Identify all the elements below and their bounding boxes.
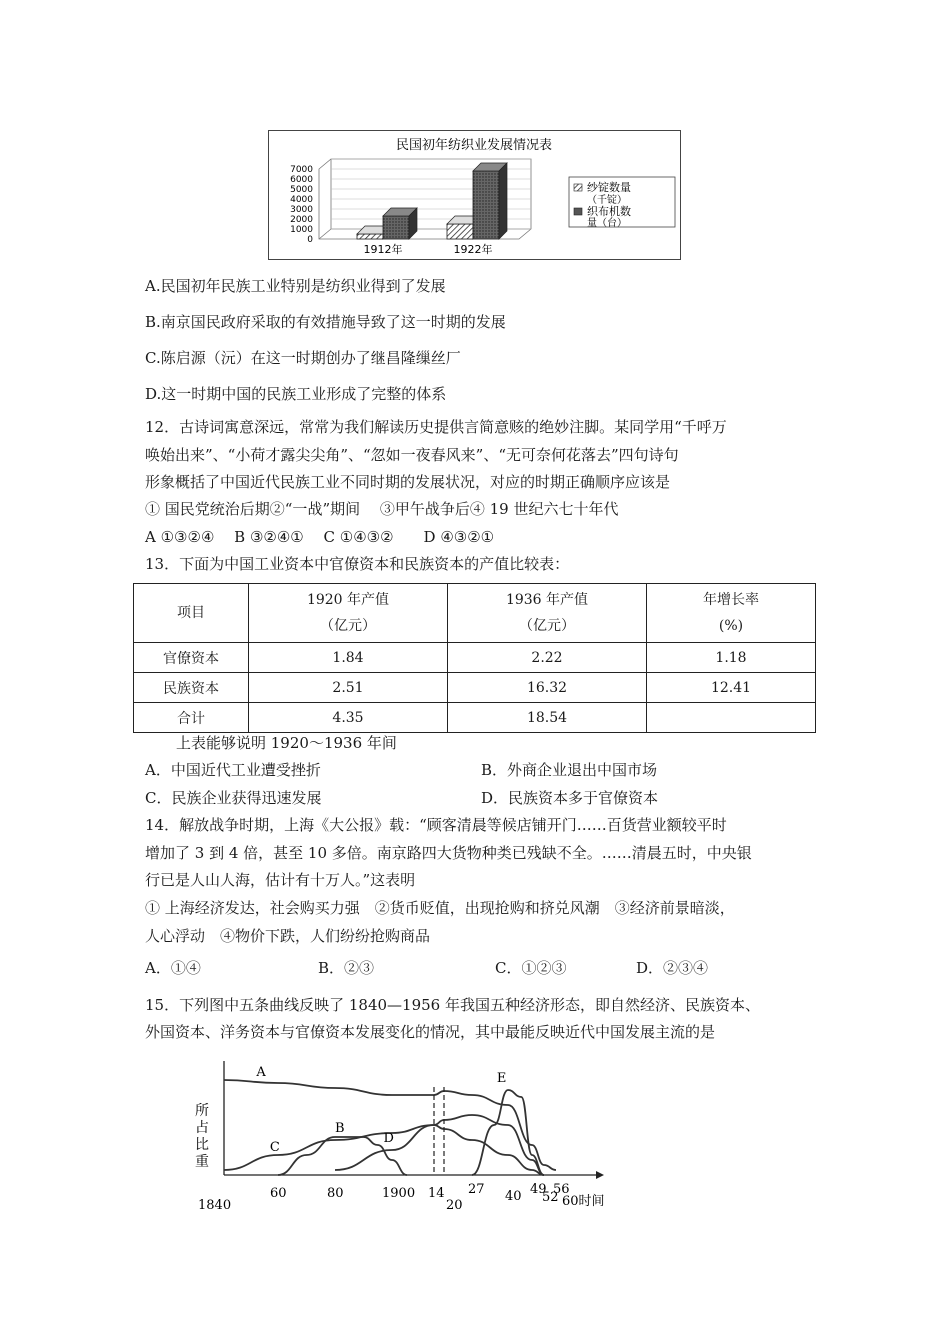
header-item-label: 项目 [177, 605, 205, 621]
q12-options: A ①③②④ B ③②④① C ①④③② D ④③②① [145, 528, 495, 546]
q14-option-c: C．①②③ [495, 959, 567, 977]
chart1-bar-looms-1 [473, 171, 499, 239]
q14-option-a: A．①④ [145, 959, 201, 977]
curve-label-A: A [256, 1065, 266, 1080]
legend-spindles-line2: （千锭） [587, 195, 627, 206]
q11-option-a: A.民国初年民族工业特别是纺织业得到了发展 [145, 277, 446, 295]
curve-E [472, 1090, 544, 1175]
table-cell: 官僚资本 [134, 643, 249, 673]
table-row [134, 673, 816, 703]
x-tick-label: 14 [428, 1186, 445, 1201]
y-axis-label-char: 比 [195, 1137, 209, 1153]
chart1-xtick-label: 1912年 [363, 243, 403, 256]
table-header-row [134, 584, 816, 643]
chart1-ytick-label: 4000 [290, 195, 313, 205]
x-axis-arrow [596, 1171, 604, 1179]
x-tick-label: 27 [468, 1182, 485, 1197]
legend-looms-line2: 量（台） [587, 218, 627, 229]
header-growth-label: 年增长率 [703, 592, 759, 608]
curve-label-B: B [335, 1121, 345, 1136]
curve-label-E: E [496, 1071, 507, 1086]
q12-line-2: 唤始出来”、“小荷才露尖尖角”、“忽如一夜春风来”、“无可奈何花落去”四句诗句 [145, 446, 679, 464]
x-tick-label: 56 [553, 1182, 570, 1197]
table-cell: 1.18 [647, 643, 816, 673]
textile-bar-chart [268, 130, 681, 260]
q11-option-c: C.陈启源（沅）在这一时期创办了继昌隆缫丝厂 [145, 349, 461, 367]
table-header-1936 [448, 584, 647, 643]
capital-comparison-table [133, 583, 816, 733]
q13-option-d: D．民族资本多于官僚资本 [481, 789, 659, 807]
q14-option-d: D．②③④ [636, 959, 709, 977]
y-axis-label-char: 所 [195, 1103, 209, 1119]
q13-after-table: 上表能够说明 1920～1936 年间 [176, 734, 397, 752]
header-1936-label: 1936 年产值 [505, 592, 589, 608]
q13-option-a: A．中国近代工业遭受挫折 [145, 761, 321, 779]
table-row [134, 703, 816, 733]
chart1-ytick-label: 3000 [290, 205, 313, 215]
q14-line-5: 人心浮动 ④物价下跌，人们纷纷抢购商品 [145, 927, 431, 945]
chart1-xtick-label: 1922年 [453, 243, 493, 256]
table-cell: 合计 [134, 703, 249, 733]
table-row [134, 643, 816, 673]
header-1936-unit: （亿元） [519, 618, 575, 634]
textile-bar-chart-svg [269, 131, 680, 259]
x-tick-label: 20 [446, 1198, 463, 1213]
curve-D [335, 1115, 544, 1175]
x-tick-label: 60 [270, 1186, 287, 1201]
table-cell: 1.84 [249, 643, 448, 673]
chart1-ytick-label: 6000 [290, 175, 313, 185]
x-tick-label: 80 [327, 1186, 344, 1201]
chart1-bar-spindles-1 [447, 224, 473, 239]
x-tick-label: 40 [505, 1189, 522, 1204]
q11-option-b: B.南京国民政府采取的有效措施导致了这一时期的发展 [145, 313, 506, 331]
chart1-ytick-label: 5000 [290, 185, 313, 195]
q13-stem: 13．下面为中国工业资本中官僚资本和民族资本的产值比较表： [145, 555, 570, 573]
table-cell: 4.35 [249, 703, 448, 733]
q12-line-3: 形象概括了中国近代民族工业不同时期的发展状况，对应的时期正确顺序应该是 [145, 473, 671, 491]
header-1920-unit: （亿元） [320, 618, 376, 634]
q12-line-1: 12．古诗词寓意深远，常常为我们解读历史提供言简意赅的绝妙注脚。某同学用“千呼万 [145, 418, 727, 436]
legend-looms-line1: 织布机数 [587, 205, 631, 218]
q14-line-4: ① 上海经济发达，社会购买力强 ②货币贬值，出现抢购和挤兑风潮 ③经济前景暗淡， [145, 899, 735, 917]
header-growth-unit: (%) [718, 618, 744, 634]
table-cell: 2.51 [249, 673, 448, 703]
economy-curves-chart [190, 1055, 630, 1215]
q14-line-1: 14．解放战争时期，上海《大公报》载：“顾客清晨等候店铺开门……百货营业额较平时 [145, 816, 727, 834]
table-cell: 16.32 [448, 673, 647, 703]
table-cell: 18.54 [448, 703, 647, 733]
chart1-ytick-label: 7000 [290, 165, 313, 175]
table-cell [647, 703, 816, 733]
legend-swatch-looms [574, 208, 582, 215]
table-header-item [134, 584, 249, 643]
economy-curves-svg [190, 1055, 630, 1215]
x-tick-label: 1840 [198, 1198, 232, 1213]
y-axis-label-char: 占 [195, 1120, 209, 1136]
x-tick-label: 52 [542, 1190, 559, 1205]
q13-option-b: B．外商企业退出中国市场 [481, 761, 658, 779]
legend-swatch-spindles [574, 184, 582, 191]
x-tick-label: 1900 [382, 1186, 416, 1201]
table-cell: 民族资本 [134, 673, 249, 703]
chart1-bar-looms-0 [383, 216, 409, 239]
chart1-title: 民国初年纺织业发展情况表 [395, 138, 553, 153]
curve-label-D: D [383, 1131, 394, 1146]
q13-option-c: C．民族企业获得迅速发展 [145, 789, 322, 807]
table-header-growth [647, 584, 816, 643]
table-cell: 2.22 [448, 643, 647, 673]
header-1920-label: 1920 年产值 [306, 592, 390, 608]
q15-line-1: 15．下列图中五条曲线反映了 1840—1956 年我国五种经济形态，即自然经济、民族资本、 [145, 996, 760, 1014]
chart1-bar-spindles-0 [357, 234, 383, 239]
table-cell: 12.41 [647, 673, 816, 703]
table-header-1920 [249, 584, 448, 643]
chart1-ytick-label: 1000 [290, 225, 313, 235]
q12-line-4: ① 国民党统治后期②“一战”期间 ③甲午战争后④ 19 世纪六七十年代 [145, 500, 619, 518]
x-tick-label: 49 [530, 1182, 547, 1197]
curve-label-C: C [269, 1140, 280, 1155]
q14-line-2: 增加了 3 到 4 倍，甚至 10 多倍。南京路四大货物种类已残缺不全。……清晨五时，中央银 [145, 844, 752, 862]
legend-spindles-line1: 纱锭数量 [587, 181, 631, 194]
q11-option-d: D.这一时期中国的民族工业形成了完整的体系 [145, 385, 447, 403]
x-tick-label: 60时间 [562, 1194, 605, 1209]
q14-option-b: B．②③ [318, 959, 375, 977]
chart1-ytick-label: 0 [307, 235, 313, 245]
chart1-ytick-label: 2000 [290, 215, 313, 225]
y-axis-label-char: 重 [195, 1154, 209, 1170]
chart1-bar-side [499, 163, 507, 239]
q15-line-2: 外国资本、洋务资本与官僚资本发展变化的情况，其中最能反映近代中国发展主流的是 [145, 1023, 716, 1041]
q14-line-3: 行已是人山人海，估计有十万人。”这表明 [145, 871, 416, 889]
